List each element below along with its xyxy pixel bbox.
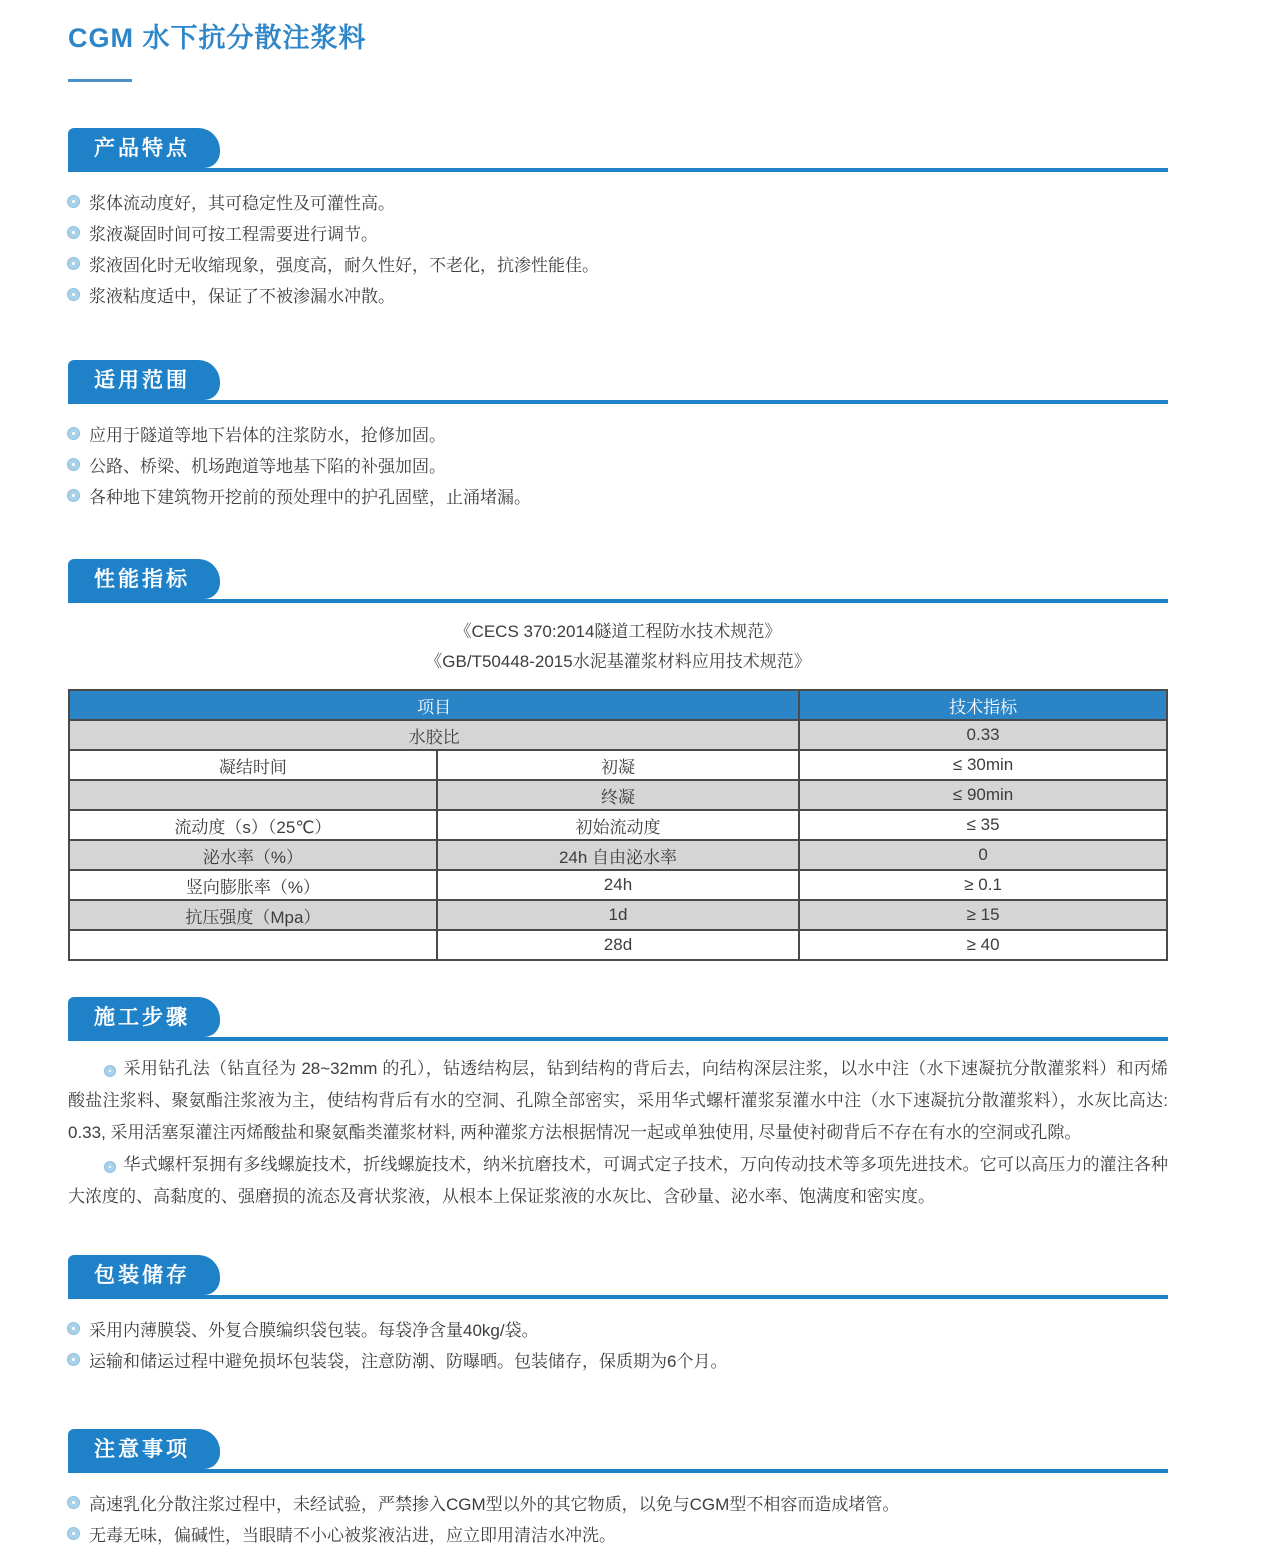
table-cell: 流动度（s）（25℃） (69, 810, 437, 840)
table-row (69, 750, 1167, 780)
list-item (68, 1487, 1168, 1518)
table-cell: ≥ 40 (799, 930, 1167, 960)
features-list (68, 186, 1168, 310)
table-cell: ≤ 90min (799, 780, 1167, 810)
table-cell: 0 (799, 840, 1167, 870)
table-cell: 竖向膨胀率（%） (69, 870, 437, 900)
table-header-indicator: 技术指标 (799, 690, 1167, 720)
list-item-text: 浆液固化时无收缩现象，强度高，耐久性好，不老化，抗渗性能佳。 (89, 256, 599, 275)
table-cell: 28d (437, 930, 799, 960)
bullet-ring-icon (68, 1528, 79, 1539)
list-item-text: 无毒无味，偏碱性，当眼睛不小心被浆液沾进，应立即用清洁水冲洗。 (89, 1526, 616, 1545)
table-cell: 初凝 (437, 750, 799, 780)
list-item (68, 418, 1168, 449)
list-item-text: 浆体流动度好，其可稳定性及可灌性高。 (89, 194, 395, 213)
table-cell: ≥ 15 (799, 900, 1167, 930)
standard-line: 《GB/T50448-2015水泥基灌浆材料应用技术规范》 (425, 652, 811, 671)
table-row (69, 720, 1167, 750)
list-item (68, 248, 1168, 279)
table-cell (69, 780, 437, 810)
list-item-text: 各种地下建筑物开挖前的预处理中的护孔固壁，止涌堵漏。 (89, 488, 531, 507)
table-cell: 泌水率（%） (69, 840, 437, 870)
table-row (69, 810, 1167, 840)
bullet-ring-icon (68, 289, 79, 300)
bullet-ring-icon (68, 459, 79, 470)
table-cell: 水胶比 (69, 720, 799, 750)
list-item (68, 449, 1168, 480)
list-item (68, 279, 1168, 310)
standard-line: 《CECS 370:2014隧道工程防水技术规范》 (454, 622, 782, 641)
section-header-construction (68, 997, 1168, 1041)
list-item (68, 217, 1168, 248)
notes-list (68, 1487, 1168, 1549)
list-item (68, 480, 1168, 511)
scope-list (68, 418, 1168, 511)
paragraph-text: 华式螺杆泵拥有多线螺旋技术，折线螺旋技术，纳米抗磨技术，可调式定子技术，万向传动技术等多项先进技术。它可以高压力的灌注各种大浓度的、高黏度的、强磨损的流态及膏状浆液，从根本上保证浆液的水灰比、含砂量、泌水率、饱满度和密实度。 (68, 1155, 1168, 1206)
list-item (68, 186, 1168, 217)
bullet-ring-icon (68, 1323, 79, 1334)
list-item (68, 1344, 1168, 1375)
list-item (68, 1518, 1168, 1549)
table-cell: 0.33 (799, 720, 1167, 750)
table-row (69, 900, 1167, 930)
table-cell: 抗压强度（Mpa） (69, 900, 437, 930)
table-cell: 24h 自由泌水率 (437, 840, 799, 870)
table-cell: 24h (437, 870, 799, 900)
section-heading-scope: 适用范围 (68, 360, 220, 400)
bullet-ring-icon (68, 1497, 79, 1508)
section-header-notes (68, 1429, 1168, 1473)
list-item (68, 1313, 1168, 1344)
table-cell: 1d (437, 900, 799, 930)
table-cell: 初始流动度 (437, 810, 799, 840)
list-item-text: 高速乳化分散注浆过程中，未经试验，严禁掺入CGM型以外的其它物质，以免与CGM型不相容而造成堵管。 (89, 1495, 900, 1514)
bullet-ring-icon (105, 1162, 115, 1172)
bullet-ring-icon (68, 490, 79, 501)
list-item-text: 公路、桥梁、机场跑道等地基下陷的补强加固。 (89, 457, 446, 476)
list-item-text: 浆液粘度适中，保证了不被渗漏水冲散。 (89, 287, 395, 306)
title-underline (68, 79, 132, 82)
table-cell: ≤ 30min (799, 750, 1167, 780)
table-cell: ≤ 35 (799, 810, 1167, 840)
table-row (69, 780, 1167, 810)
table-row (69, 840, 1167, 870)
bullet-ring-icon (68, 428, 79, 439)
section-header-packaging (68, 1255, 1168, 1299)
section-heading-features: 产品特点 (68, 128, 220, 168)
table-header-row (69, 690, 1167, 720)
page-title: CGM 水下抗分散注浆料 (68, 23, 367, 53)
list-item-text: 应用于隧道等地下岩体的注浆防水，抢修加固。 (89, 426, 446, 445)
bullet-ring-icon (105, 1066, 115, 1076)
paragraph (68, 1149, 1168, 1213)
bullet-ring-icon (68, 227, 79, 238)
section-header-scope (68, 360, 1168, 404)
table-cell (69, 930, 437, 960)
section-heading-performance: 性能指标 (68, 559, 220, 599)
table-header-item: 项目 (69, 690, 799, 720)
paragraph-text: 采用钻孔法（钻直径为 28~32mm 的孔），钻透结构层，钻到结构的背后去，向结构深层注浆，以水中注（水下速凝抗分散灌浆料）和丙烯酸盐注浆料、聚氨酯注浆液为主，使结构背后有水的空洞、孔隙全部密实，采用华式螺杆灌浆泵灌水中注（水下速凝抗分散灌浆料），水灰比高达: 0.33, 采用活塞泵灌注丙烯酸盐和聚氨酯类灌浆材料, 两种灌浆方法根据情况一起或单独使用, 尽量使衬砌背后不存在有水的空洞或孔隙。 (68, 1059, 1168, 1142)
list-item-text: 采用内薄膜袋、外复合膜编织袋包装。每袋净含量40kg/袋。 (89, 1321, 539, 1340)
section-heading-notes: 注意事项 (68, 1429, 220, 1469)
performance-table (68, 689, 1168, 961)
standards-block (68, 617, 1168, 677)
bullet-ring-icon (68, 1354, 79, 1365)
bullet-ring-icon (68, 258, 79, 269)
table-row (69, 930, 1167, 960)
list-item-text: 运输和储运过程中避免损坏包装袋，注意防潮、防曝晒。包装储存，保质期为6个月。 (89, 1352, 728, 1371)
section-header-performance (68, 559, 1168, 603)
table-cell: 终凝 (437, 780, 799, 810)
bullet-ring-icon (68, 196, 79, 207)
section-heading-construction: 施工步骤 (68, 997, 220, 1037)
table-cell: 凝结时间 (69, 750, 437, 780)
table-row (69, 870, 1167, 900)
section-heading-packaging: 包装储存 (68, 1255, 220, 1295)
section-header-features (68, 128, 1168, 172)
paragraph (68, 1053, 1168, 1149)
list-item-text: 浆液凝固时间可按工程需要进行调节。 (89, 225, 378, 244)
packaging-list (68, 1313, 1168, 1375)
table-cell: ≥ 0.1 (799, 870, 1167, 900)
construction-paragraphs (68, 1053, 1168, 1213)
